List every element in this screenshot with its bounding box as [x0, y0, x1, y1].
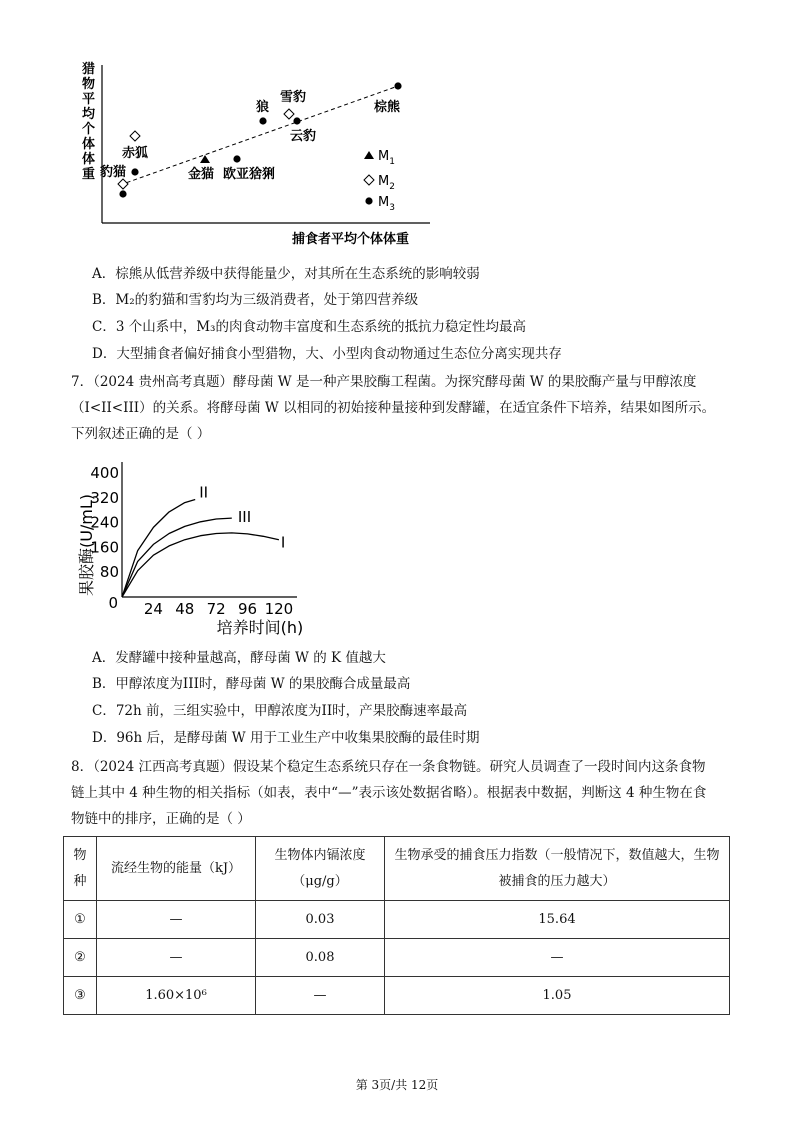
x-axis-label: 捕食者平均个体体重	[292, 232, 410, 247]
point-yunbao	[293, 117, 300, 124]
point-chihu-m2	[130, 131, 140, 141]
cell: 0.08	[256, 939, 385, 977]
point-xuebao	[284, 109, 294, 119]
table-header-row	[64, 837, 730, 901]
cell: —	[256, 977, 385, 1015]
y-tick-label: 400	[90, 464, 119, 483]
header-cadmium: 生物体内镉浓度（μg/g）	[256, 837, 385, 901]
label-xuebao: 雪豹	[280, 90, 307, 105]
q8-stem-line-1: 8．（2024 江西高考真题）假设某个稳定生态系统只存在一条食物链。研究人员调查了一段时间内这条食物	[71, 759, 706, 775]
q6-option-c: C．3 个山系中，M₃的肉食动物丰富度和生态系统的抵抗力稳定性均最高	[92, 319, 526, 335]
cell: ②	[64, 939, 97, 977]
x-tick-label: 72	[206, 600, 226, 618]
series-label-I: I	[280, 533, 286, 552]
label-zongxiong: 棕熊	[374, 100, 401, 115]
y-tick-label: 320	[90, 488, 119, 507]
cell: ①	[64, 901, 97, 939]
q8-table	[63, 836, 730, 1015]
table-row	[64, 901, 730, 939]
table-row	[64, 977, 730, 1015]
cell: 1.60×10⁶	[97, 977, 256, 1015]
label-jinmao: 金猫	[188, 167, 215, 182]
x-tick-label: 96	[237, 600, 258, 618]
table-row	[64, 939, 730, 977]
y-tick-label: 240	[90, 513, 119, 532]
series-label-III: III	[237, 508, 252, 527]
legend-m1-marker	[364, 151, 374, 159]
q7-option-b: B．甲醇浓度为III时，酵母菌 W 的果胶酶合成量最高	[92, 676, 411, 692]
point-zongxiong	[394, 82, 401, 89]
q6-option-a: A．棕熊从低营养级中获得能量少，对其所在生态系统的影响较弱	[92, 266, 480, 282]
label-lang: 狼	[256, 100, 270, 115]
cell: —	[385, 939, 730, 977]
cell: 15.64	[385, 901, 730, 939]
q7-stem-line-3: 下列叙述正确的是（ ）	[71, 426, 211, 442]
x-tick-label: 120	[264, 600, 294, 618]
x-axis-label: 培养时间(h)	[216, 618, 304, 637]
q6-option-d: D．大型捕食者偏好捕食小型猎物，大、小型肉食动物通过生态位分离实现共存	[92, 346, 562, 362]
q7-option-a: A．发酵罐中接种量越高，酵母菌 W 的 K 值越大	[92, 650, 386, 666]
point-ouyashe	[233, 155, 240, 162]
header-species: 物种	[64, 837, 97, 901]
q7-option-d: D．96h 后，是酵母菌 W 用于工业生产中收集果胶酶的最佳时期	[92, 730, 480, 746]
legend-m2: $M_2$	[378, 174, 395, 192]
cell: 0.03	[256, 901, 385, 939]
y-axis-label: 果胶酶(U/mL)	[77, 493, 96, 597]
cell: —	[97, 939, 256, 977]
label-ouyashe: 欧亚猞猁	[223, 167, 276, 182]
y-axis-label: 猎物平均个体体重	[82, 62, 96, 182]
x-tick-label: 48	[175, 600, 195, 618]
q7-stem-line-1: 7．（2024 贵州高考真题）酵母菌 W 是一种产果胶酶工程菌。为探究酵母菌 W 的果胶酶产量与甲醇浓度	[71, 374, 697, 390]
legend-m3: $M_3$	[378, 195, 395, 213]
q8-stem-line-3: 物链中的排序，正确的是（ ）	[71, 811, 251, 827]
legend-m1: $M_1$	[378, 149, 395, 167]
q7-stem-line-2: （I<II<III）的关系。将酵母菌 W 以相同的初始接种量接种到发酵罐，在适宜条件下培养，结果如图所示。	[71, 400, 716, 416]
y-tick-label: 160	[90, 538, 119, 557]
series-line-I	[122, 533, 279, 597]
point-baomao-m3	[119, 190, 126, 197]
point-chihu	[131, 168, 138, 175]
predator-prey-scatter-chart	[60, 55, 460, 250]
cell: 1.05	[385, 977, 730, 1015]
series-line-II	[122, 500, 195, 598]
cell: —	[97, 901, 256, 939]
label-yunbao: 云豹	[290, 129, 317, 144]
point-lang	[259, 117, 266, 124]
series-line-III	[122, 518, 232, 597]
header-predation-index: 生物承受的捕食压力指数（一般情况下，数值越大，生物被捕食的压力越大）	[385, 837, 730, 901]
q8-stem-line-2: 链上其中 4 种生物的相关指标（如表，表中“—”表示该处数据省略）。根据表中数据，判断这 4 种生物在食	[71, 785, 707, 801]
header-energy: 流经生物的能量（kJ）	[97, 837, 256, 901]
page-footer: 第 3页/共 12页	[355, 1078, 439, 1092]
pectinase-line-chart	[70, 455, 330, 645]
origin-label: 0	[108, 594, 118, 612]
cell: ③	[64, 977, 97, 1015]
label-chihu: 赤狐	[122, 146, 149, 161]
x-tick-label: 24	[143, 600, 163, 618]
q6-option-b: B．M₂的豹猫和雪豹均为三级消费者，处于第四营养级	[92, 292, 419, 308]
label-baomao: 豹猫	[100, 165, 127, 180]
legend-m3-marker	[365, 197, 372, 204]
q7-option-c: C．72h 前，三组实验中，甲醇浓度为II时，产果胶酶速率最高	[92, 703, 468, 719]
legend-m2-marker	[364, 175, 374, 185]
series-label-II: II	[199, 483, 209, 502]
point-baomao	[118, 179, 128, 189]
y-tick-label: 80	[99, 563, 119, 582]
